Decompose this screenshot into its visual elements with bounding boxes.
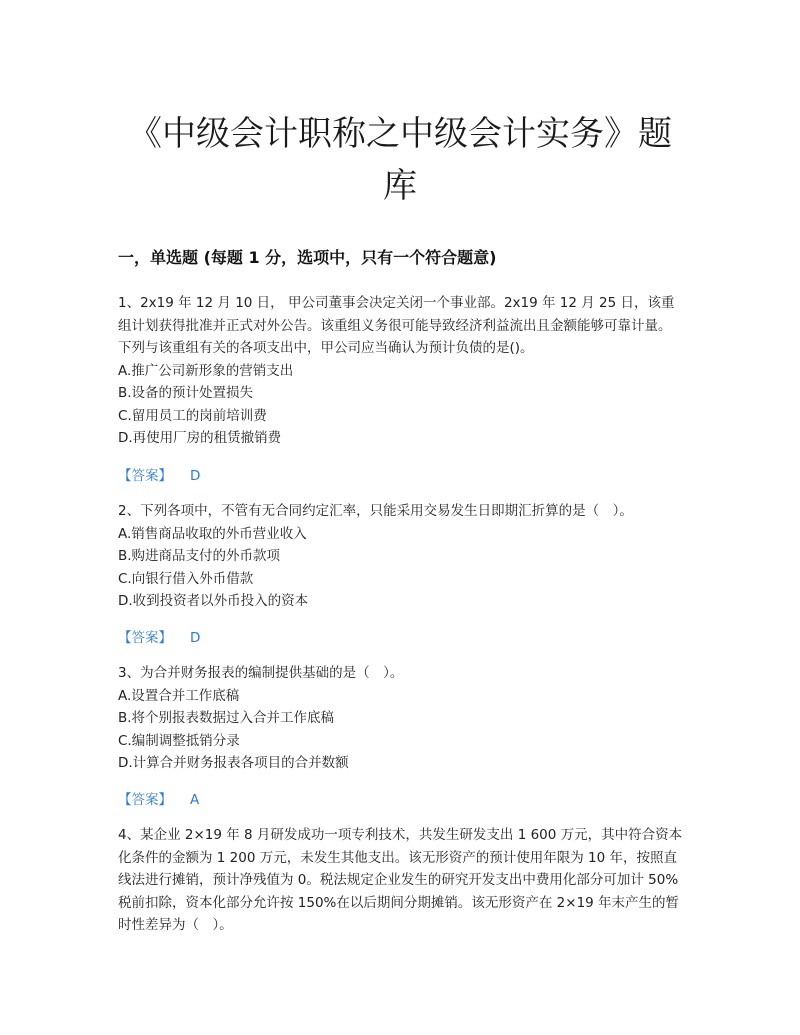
option-b: B.购进商品支付的外币款项: [118, 548, 281, 564]
answer-label: 【答案】: [118, 468, 172, 484]
answer-value: A: [190, 792, 200, 808]
option-c: C.编制调整抵销分录: [118, 732, 240, 749]
option-b: B.将个别报表数据过入合并工作底稿: [118, 710, 335, 726]
title-line-1: 《中级会计职称之中级会计实务》题: [128, 114, 672, 154]
option-c: C.留用员工的岗前培训费: [118, 407, 267, 424]
option-d: D.计算合并财务报表各项目的合并数额: [118, 755, 349, 771]
answer-label: 【答案】: [118, 630, 172, 646]
answer-3: [118, 789, 199, 811]
question-stem: 1、2x19 年 12 月 10 日， 甲公司董事会决定关闭一个事业部。2x19 年 12 月 25 日，该重组计划获得批准并正式对外公告。该重组义务很可能导致经济利益流出且金额能够可靠计量。下列与该重组有关的各项支出中，甲公司应当确认为预计负债的是()。: [118, 295, 675, 356]
option-b: B.设备的预计处置损失: [118, 385, 254, 401]
document-title: [100, 108, 700, 212]
option-a: A.设置合并工作底稿: [118, 687, 240, 704]
title-line-2: 库: [383, 166, 417, 206]
answer-value: D: [190, 630, 201, 646]
section-heading: 一，单选题 (每题 1 分，选项中，只有一个符合题意): [118, 248, 497, 267]
option-d: D.收到投资者以外币投入的资本: [118, 593, 309, 609]
question-stem: 4、某企业 2×19 年 8 月研发成功一项专利技术，共发生研发支出 1 600 万元，其中符合资本化条件的金额为 1 200 万元，未发生其他支出。该无形资产的预计使用年限为 10 年，按照直线法进行摊销，预计净残值为 0。税法规定企业发生的研究开发支出中费用化部分可加计 50%税前扣除，资本化部分允许按 150%在以后期间分期摊销。该无形资产在 2×19 年末产生的暂时性差异为（ ）。: [118, 827, 683, 933]
answer-1: [118, 465, 200, 487]
answer-value: D: [190, 468, 201, 484]
question-2: [118, 500, 684, 613]
question-1: [118, 292, 684, 450]
answer-2: [118, 627, 200, 649]
question-stem: 2、下列各项中，不管有无合同约定汇率，只能采用交易发生日即期汇折算的是（ ）。: [118, 503, 633, 519]
question-3: [118, 662, 684, 775]
question-4: [118, 824, 684, 937]
option-d: D.再使用厂房的租赁撤销费: [118, 430, 282, 446]
answer-label: 【答案】: [118, 792, 172, 808]
question-stem: 3、为合并财务报表的编制提供基础的是（ ）。: [118, 665, 404, 681]
option-c: C.向银行借入外币借款: [118, 570, 254, 587]
option-a: A.销售商品收取的外币营业收入: [118, 525, 307, 542]
option-a: A.推广公司新形象的营销支出: [118, 362, 294, 379]
